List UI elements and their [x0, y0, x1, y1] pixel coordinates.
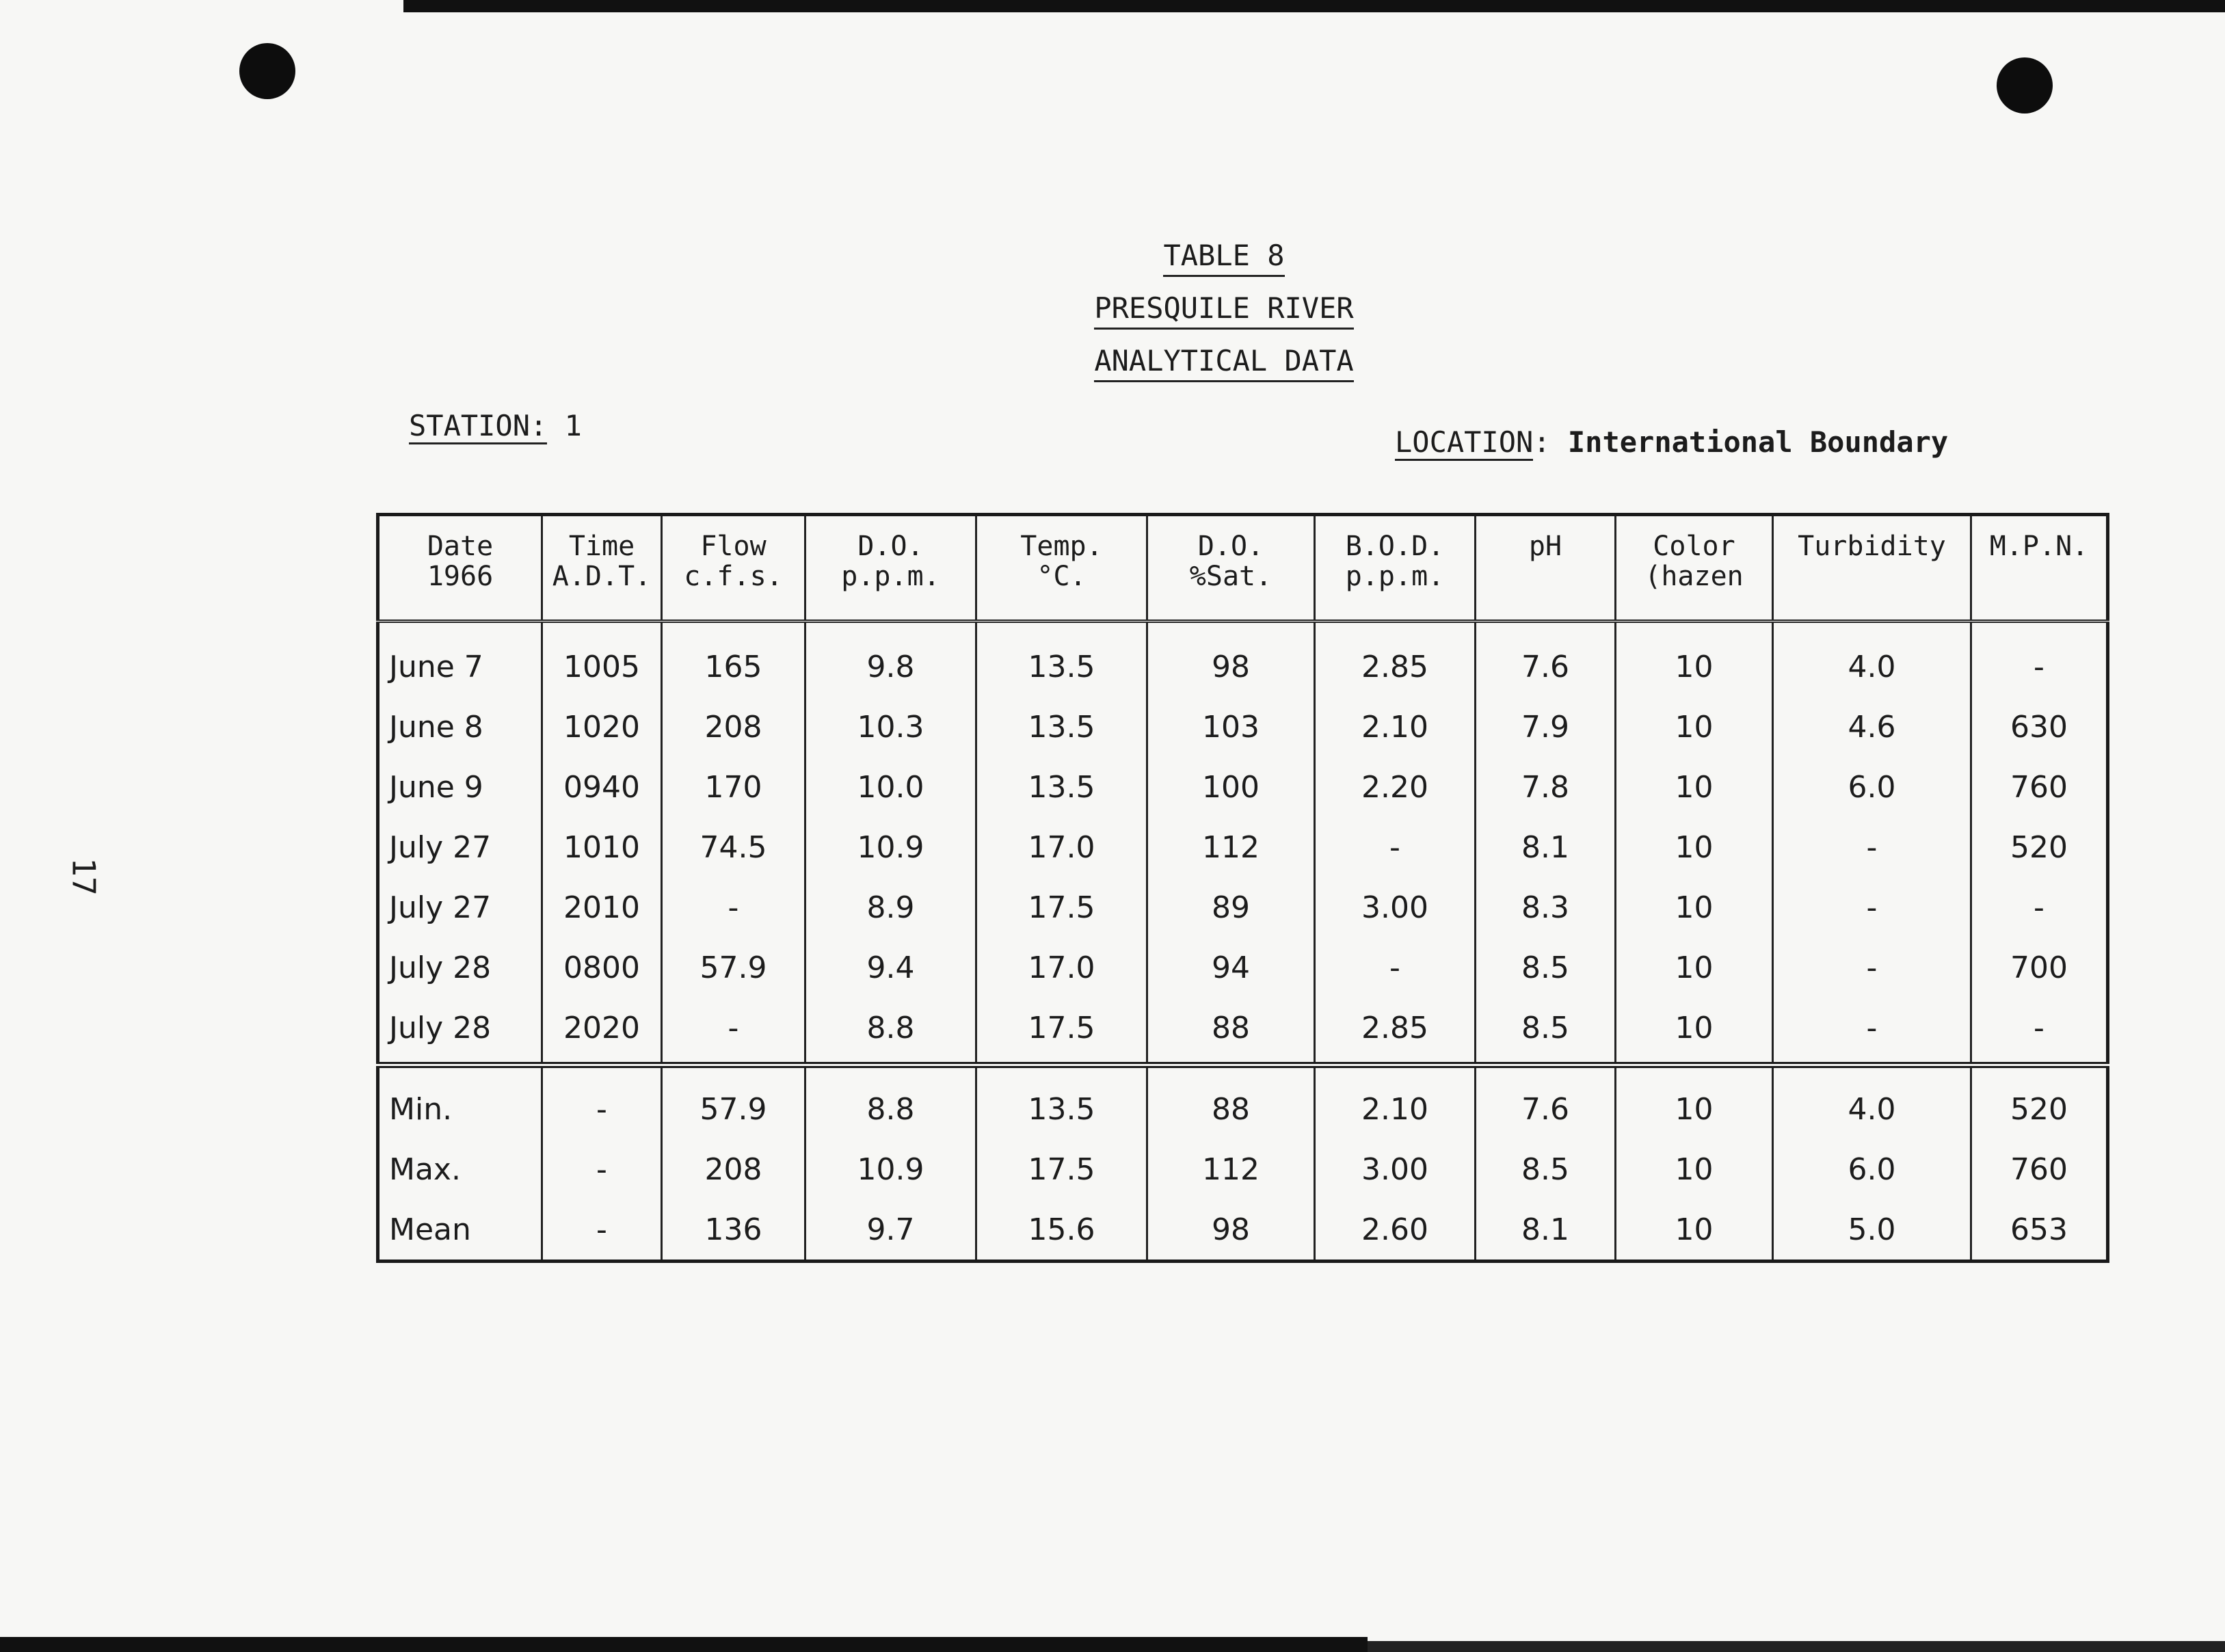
column-header — [976, 515, 1147, 622]
column-header-line: °C. — [1037, 561, 1087, 592]
page-number: 17 — [65, 857, 103, 896]
top-edge-rule — [403, 0, 2225, 12]
table-cell: - — [1773, 937, 1971, 998]
table-cell: 88 — [1147, 1065, 1315, 1140]
table-subtitle: ANALYTICAL DATA — [1094, 342, 1353, 382]
table-cell: 17.5 — [976, 877, 1147, 937]
column-header-line: 1966 — [427, 561, 494, 592]
table-row — [378, 622, 2108, 697]
table-cell: 2.85 — [1315, 622, 1476, 697]
column-header — [1476, 515, 1616, 622]
table-cell: 8.9 — [805, 877, 976, 937]
table-cell: 700 — [2010, 950, 2068, 985]
table-cell: 10.3 — [805, 697, 976, 757]
table-row — [378, 817, 2108, 877]
table-cell: 13.5 — [976, 622, 1147, 697]
table-cell: - — [2034, 890, 2044, 925]
table-cell: 17.0 — [976, 817, 1147, 877]
table-cell: 10 — [1616, 622, 1773, 697]
table-cell: 89 — [1147, 877, 1315, 937]
row-label-cell: Max. — [378, 1139, 542, 1199]
table-cell: 2.20 — [1315, 757, 1476, 817]
table-cell: - — [1773, 817, 1971, 877]
location-value: International Boundary — [1567, 425, 1949, 459]
table-cell: 9.4 — [805, 937, 976, 998]
table-cell: - — [542, 1199, 662, 1262]
table-body — [378, 622, 2108, 1262]
table-cell: 1010 — [542, 817, 662, 877]
table-cell: 10.0 — [805, 757, 976, 817]
table-cell: 136 — [662, 1199, 805, 1262]
station-info — [409, 409, 582, 442]
column-header — [1773, 515, 1971, 622]
table-cell: 520 — [2010, 829, 2068, 865]
table-header-row — [378, 515, 2108, 622]
table-row — [378, 998, 2108, 1065]
table-cell: 7.6 — [1476, 622, 1616, 697]
table-cell: 7.9 — [1476, 697, 1616, 757]
row-label-cell: Min. — [378, 1065, 542, 1140]
station-value: 1 — [564, 409, 582, 442]
table-cell: 630 — [2010, 709, 2068, 745]
table-cell: 8.8 — [805, 1065, 976, 1140]
table-cell: - — [1773, 877, 1971, 937]
table-cell: 653 — [2010, 1212, 2068, 1247]
table-cell: 0940 — [542, 757, 662, 817]
column-header — [662, 515, 805, 622]
table-cell: 4.6 — [1773, 697, 1971, 757]
table-cell: 760 — [2010, 769, 2068, 805]
column-header-line: B.O.D. — [1345, 531, 1445, 562]
table-cell: 2020 — [542, 998, 662, 1065]
location-label: LOCATION — [1395, 425, 1533, 461]
table-cell: 13.5 — [976, 697, 1147, 757]
table-cell: 57.9 — [662, 1065, 805, 1140]
table-cell: 3.00 — [1315, 1139, 1476, 1199]
table-cell: 112 — [1147, 817, 1315, 877]
column-header — [1315, 515, 1476, 622]
table-cell: 1020 — [542, 697, 662, 757]
table-cell: 170 — [662, 757, 805, 817]
table-cell: 94 — [1147, 937, 1315, 998]
table-label: TABLE 8 — [1163, 237, 1284, 277]
table-cell: 10 — [1616, 1199, 1773, 1262]
column-header — [378, 515, 542, 622]
table-title-block — [1067, 232, 1381, 390]
table-cell: 103 — [1147, 697, 1315, 757]
table-cell: 5.0 — [1773, 1199, 1971, 1262]
table-row — [378, 757, 2108, 817]
table-cell: 10.9 — [805, 1139, 976, 1199]
table-cell: 8.5 — [1476, 937, 1616, 998]
table-cell: 4.0 — [1773, 1065, 1971, 1140]
table-cell: - — [1315, 937, 1476, 998]
punch-hole-right — [1997, 57, 2053, 114]
column-header-line: M.P.N. — [1989, 531, 2089, 562]
table-cell: 8.1 — [1476, 1199, 1616, 1262]
column-header-line: Date — [427, 531, 494, 562]
table-cell: - — [1971, 998, 2108, 1065]
table-cell: 98 — [1147, 622, 1315, 697]
row-label-cell: June 7 — [378, 622, 542, 697]
row-label-cell: July 28 — [378, 937, 542, 998]
table-cell: 208 — [662, 697, 805, 757]
column-header — [805, 515, 976, 622]
table-cell: 17.5 — [976, 998, 1147, 1065]
table-cell: 13.5 — [976, 1065, 1147, 1140]
column-header-line: (hazen — [1644, 561, 1744, 592]
table-cell: 2010 — [542, 877, 662, 937]
table-cell: 10 — [1616, 757, 1773, 817]
row-label-cell: June 8 — [378, 697, 542, 757]
table-cell: 17.0 — [976, 937, 1147, 998]
table-cell: 8.1 — [1476, 817, 1616, 877]
table-cell: 10 — [1616, 1065, 1773, 1140]
column-header — [542, 515, 662, 622]
row-label-cell: Mean — [378, 1199, 542, 1262]
table-cell: 17.5 — [976, 1139, 1147, 1199]
column-header-line: Flow — [700, 531, 767, 562]
summary-row — [378, 1199, 2108, 1262]
table-row — [378, 697, 2108, 757]
table-cell: - — [662, 998, 805, 1065]
table-cell: 10 — [1616, 877, 1773, 937]
column-header — [1147, 515, 1315, 622]
table-cell: 10.9 — [805, 817, 976, 877]
table-cell: 1005 — [542, 622, 662, 697]
table-cell: 88 — [1147, 998, 1315, 1065]
river-name: PRESQUILE RIVER — [1094, 289, 1353, 330]
table-cell: 8.8 — [805, 998, 976, 1065]
column-header-line: Color — [1653, 531, 1735, 562]
table-cell: 6.0 — [1773, 1139, 1971, 1199]
table-cell: 8.3 — [1476, 877, 1616, 937]
row-label-cell: July 27 — [378, 817, 542, 877]
table-row — [378, 937, 2108, 998]
column-header-line: c.f.s. — [684, 561, 783, 592]
table-cell: - — [1315, 817, 1476, 877]
table-cell: 10 — [1616, 817, 1773, 877]
table-cell: 3.00 — [1315, 877, 1476, 937]
table-cell: 9.7 — [805, 1199, 976, 1262]
summary-row — [378, 1065, 2108, 1140]
column-header-line: A.D.T. — [552, 561, 652, 592]
table-cell: 2.60 — [1315, 1199, 1476, 1262]
table-cell: 8.5 — [1476, 998, 1616, 1065]
table-cell: 208 — [662, 1139, 805, 1199]
table-cell: 8.5 — [1476, 1139, 1616, 1199]
column-header-line: Temp. — [1020, 531, 1103, 562]
location-info — [1395, 425, 1948, 459]
column-header-line: %Sat. — [1189, 561, 1273, 592]
column-header-line: D.O. — [1197, 531, 1264, 562]
table-cell: - — [1773, 998, 1971, 1065]
column-header-line: Turbidity — [1798, 531, 1946, 562]
table-cell: 10 — [1616, 697, 1773, 757]
table-cell: 100 — [1147, 757, 1315, 817]
table-cell: 9.8 — [805, 622, 976, 697]
column-header — [1971, 515, 2108, 622]
table-row — [378, 877, 2108, 937]
column-header-line: Time — [568, 531, 635, 562]
table-cell: 760 — [2010, 1151, 2068, 1187]
table-cell: 0800 — [542, 937, 662, 998]
table-cell: 6.0 — [1773, 757, 1971, 817]
table-cell: - — [542, 1139, 662, 1199]
table-cell: 4.0 — [1773, 622, 1971, 697]
table-cell: 7.8 — [1476, 757, 1616, 817]
table-cell: 57.9 — [662, 937, 805, 998]
bottom-edge-rule — [0, 1637, 1368, 1652]
table-cell: 7.6 — [1476, 1065, 1616, 1140]
column-header-line: p.p.m. — [841, 561, 940, 592]
table-cell: 2.10 — [1315, 1065, 1476, 1140]
column-header-line: p.p.m. — [1345, 561, 1445, 592]
table-cell: 10 — [1616, 1139, 1773, 1199]
table-cell: 165 — [662, 622, 805, 697]
punch-hole-left — [239, 43, 295, 99]
table-cell: - — [2034, 649, 2044, 684]
column-header — [1616, 515, 1773, 622]
row-label-cell: June 9 — [378, 757, 542, 817]
table-cell: - — [542, 1065, 662, 1140]
table-cell: 112 — [1147, 1139, 1315, 1199]
row-label-cell: July 28 — [378, 998, 542, 1065]
table-cell: 10 — [1616, 998, 1773, 1065]
summary-row — [378, 1139, 2108, 1199]
table-cell: 2.85 — [1315, 998, 1476, 1065]
table-cell: 74.5 — [662, 817, 805, 877]
table-cell: 13.5 — [976, 757, 1147, 817]
analytical-data-table — [376, 513, 2109, 1263]
table-cell: - — [662, 877, 805, 937]
station-label: STATION: — [409, 409, 547, 444]
column-header-line: D.O. — [857, 531, 924, 562]
table-cell: 2.10 — [1315, 697, 1476, 757]
column-header-line: pH — [1528, 531, 1562, 562]
table-cell: 10 — [1616, 937, 1773, 998]
row-label-cell: July 27 — [378, 877, 542, 937]
table-cell: 15.6 — [976, 1199, 1147, 1262]
location-separator: : — [1533, 425, 1551, 459]
table-cell: 520 — [2010, 1091, 2068, 1127]
bottom-edge-rule-2 — [1368, 1641, 2225, 1652]
table-cell: 98 — [1147, 1199, 1315, 1262]
